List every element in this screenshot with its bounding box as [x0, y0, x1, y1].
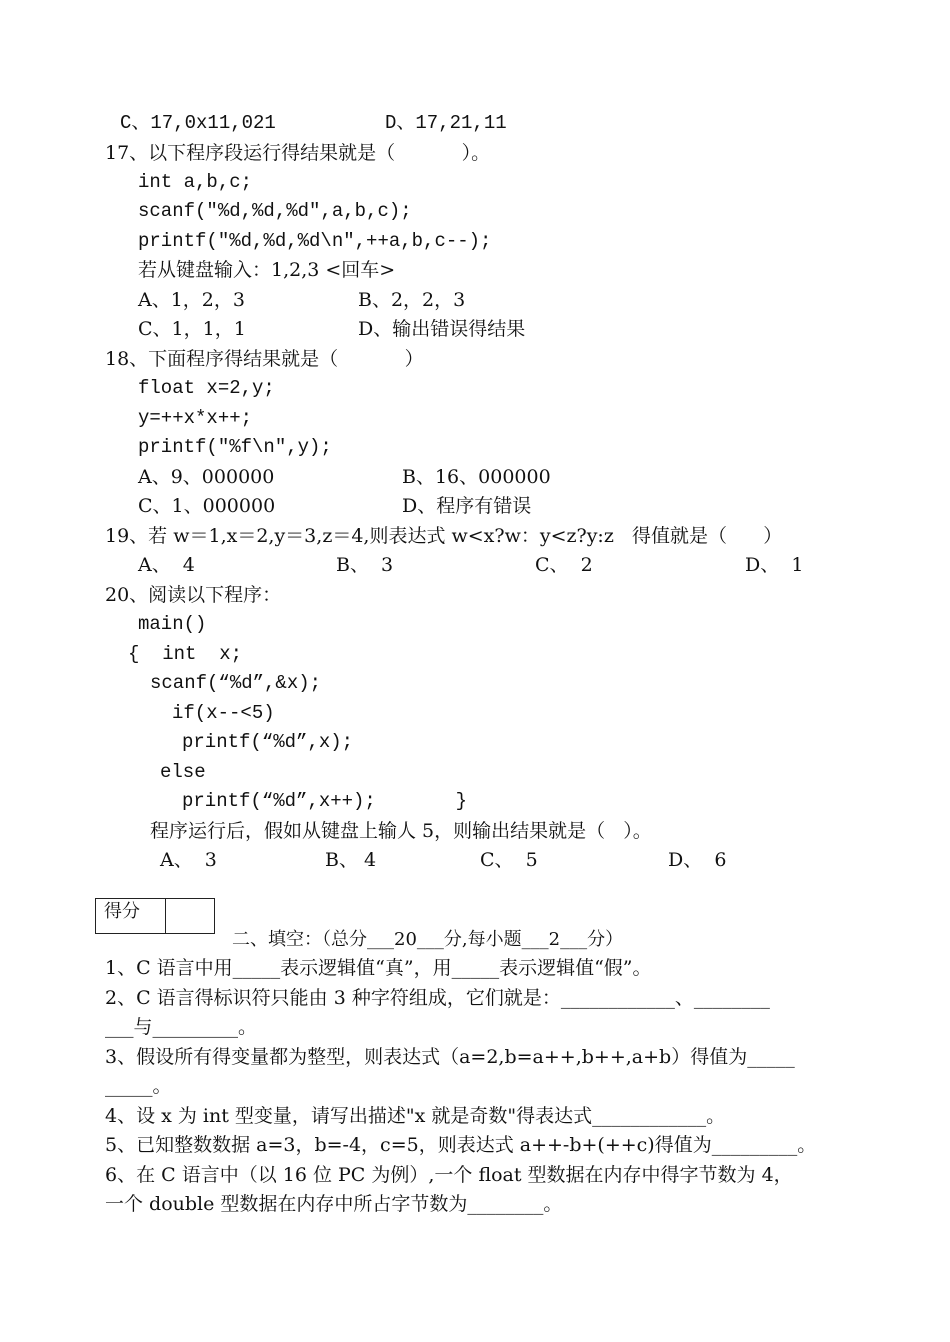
- q20-code-line-4: if(x--<5): [172, 702, 275, 724]
- q20-code-line-7: printf(“%d”,x++); }: [182, 790, 468, 812]
- q20-stem: 20、阅读以下程序：: [105, 584, 282, 606]
- q17-code-line-1: int a,b,c;: [138, 171, 253, 193]
- q17-code-line-2: scanf("%d,%d,%d",a,b,c);: [138, 200, 412, 222]
- q20-code-line-3: scanf(“%d”,&x);: [150, 672, 322, 694]
- q17-option-b: B、2，2，3: [358, 289, 466, 311]
- q18-option-a: A、9、000000: [138, 466, 275, 488]
- q17-option-a: A、1，2，3: [138, 289, 245, 311]
- q19-option-d: D、 1: [745, 554, 804, 576]
- fill-item-3: 3、假设所有得变量都为整型，则表达式（a=2,b=a++,b++,a+b）得值为_____: [105, 1046, 795, 1068]
- q19-option-a: A、 4: [138, 554, 195, 576]
- fill-item-6: 6、在 C 语言中（以 16 位 PC 为例）,一个 float 型数据在内存中得字节数为 4，: [105, 1164, 793, 1186]
- q18-code-line-1: float x=2,y;: [138, 377, 275, 399]
- fill-item-6-cont: 一个 double 型数据在内存中所占字节数为________。: [105, 1193, 563, 1215]
- q20-option-b: B、 4: [325, 849, 377, 871]
- q18-code-line-3: printf("%f\n",y);: [138, 436, 332, 458]
- q20-code-line-1: main(): [138, 613, 207, 635]
- fill-item-1: 1、C 语言中用_____表示逻辑值“真”，用_____表示逻辑值“假”。: [105, 957, 652, 979]
- score-label: 得分: [96, 899, 166, 933]
- q20-option-d: D、 6: [668, 849, 727, 871]
- q17-code-line-3: printf("%d,%d,%d\n",++a,b,c--);: [138, 230, 492, 252]
- q16-option-c: C、17,0x11,021: [120, 112, 276, 134]
- q17-stem: 17、以下程序段运行得结果就是（ ）。: [105, 142, 491, 164]
- q18-option-c: C、1、000000: [138, 495, 276, 517]
- fill-item-5: 5、已知整数数据 a=3，b=-4，c=5，则表达式 a++-b+(++c)得值为_________。: [105, 1134, 817, 1156]
- q20-code-line-6: else: [160, 761, 206, 783]
- score-value-cell: [166, 899, 214, 933]
- q20-code-line-2: { int x;: [128, 643, 243, 665]
- fill-item-4: 4、设 x 为 int 型变量，请写出描述"x 就是奇数"得表达式____________。: [105, 1105, 726, 1127]
- q18-code-line-2: y=++x*x++;: [138, 407, 253, 429]
- q19-option-b: B、 3: [336, 554, 394, 576]
- q16-option-d: D、17,21,11: [385, 112, 507, 134]
- q20-option-c: C、 5: [480, 849, 538, 871]
- q18-option-d: D、程序有错误: [402, 495, 532, 517]
- q20-question: 程序运行后，假如从键盘上输人 5，则输出结果就是（ ）。: [150, 820, 652, 842]
- q17-input-note: 若从键盘输入：1,2,3 <回车>: [138, 259, 396, 281]
- q18-stem: 18、下面程序得结果就是（ ）: [105, 348, 424, 370]
- fill-item-3-cont: _____。: [105, 1075, 172, 1097]
- fill-item-2: 2、C 语言得标识符只能由 3 种字符组成，它们就是：____________、________: [105, 987, 770, 1009]
- q20-code-line-5: printf(“%d”,x);: [182, 731, 354, 753]
- q17-option-c: C、1，1，1: [138, 318, 246, 340]
- score-box: [95, 898, 215, 934]
- q17-option-d: D、输出错误得结果: [358, 318, 526, 340]
- fill-item-2-cont: ___与_________。: [105, 1016, 258, 1038]
- q19-option-c: C、 2: [535, 554, 593, 576]
- q18-option-b: B、16、000000: [402, 466, 551, 488]
- q19-stem: 19、若 w＝1,x＝2,y＝3,z＝4,则表达式 w<x?w：y<z?y:z 得值就是（ ）: [105, 525, 783, 547]
- section2-heading: 二、填空：（总分___20___分,每小题___2___分）: [232, 929, 624, 950]
- q20-option-a: A、 3: [160, 849, 217, 871]
